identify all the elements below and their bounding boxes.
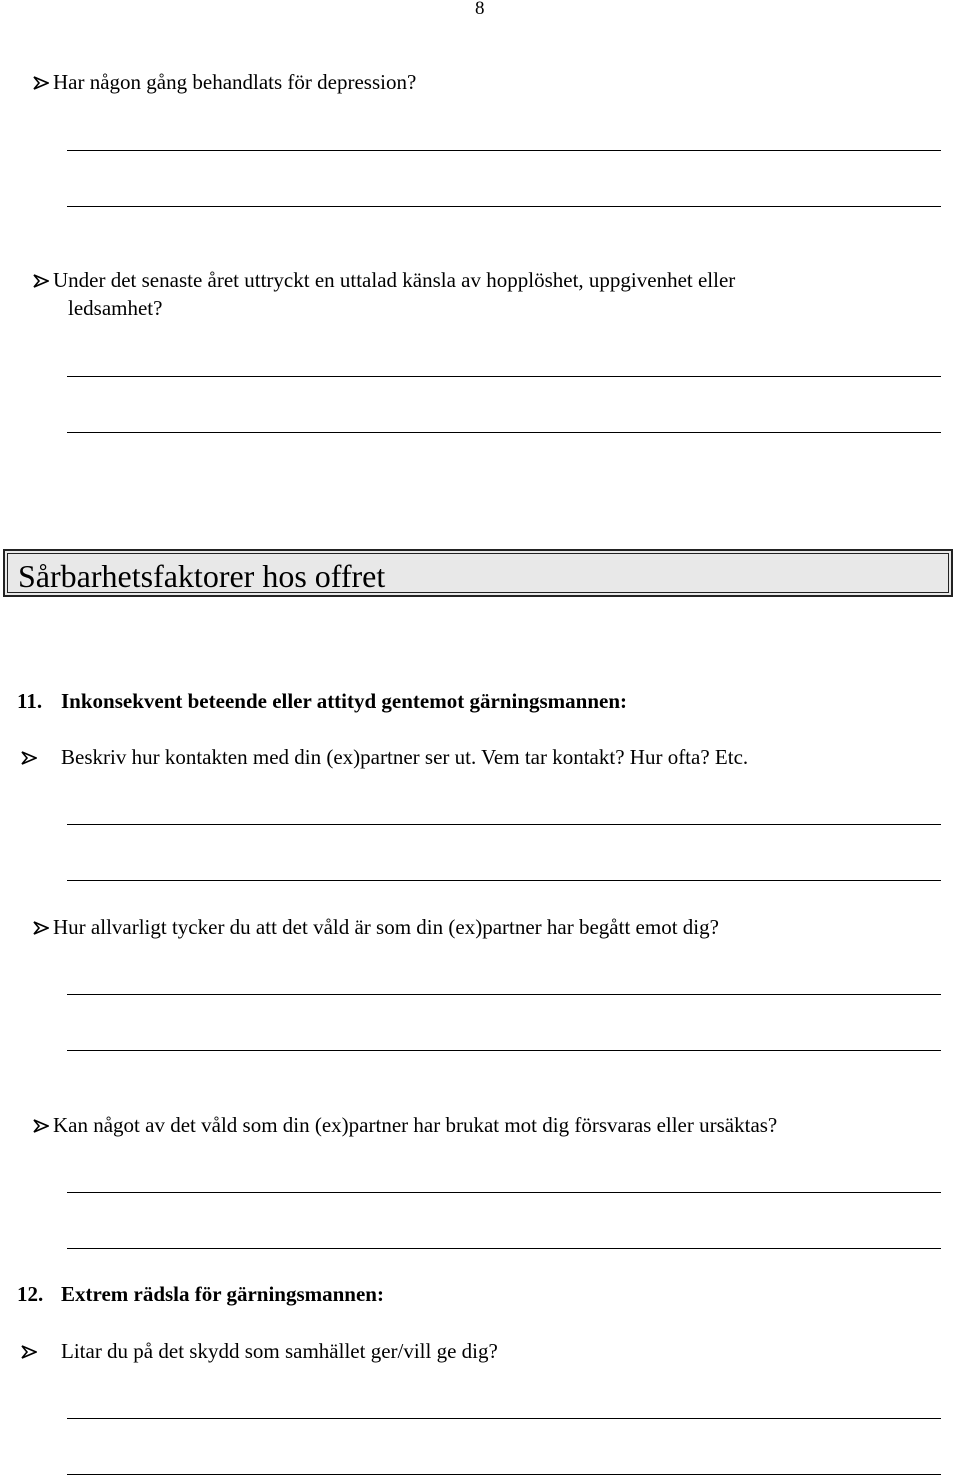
question-text: Under det senaste året uttryckt en uttalad känsla av hopplöshet, uppgivenhet eller (53, 268, 736, 292)
subquestion-text: Litar du på det skydd som samhället ger/vill ge dig? (61, 1339, 498, 1363)
arrow-bullet-icon (33, 1119, 49, 1133)
answer-line[interactable] (67, 1192, 941, 1193)
question-text: Hur allvarligt tycker du att det våld är som din (ex)partner har begått emot dig? (53, 915, 719, 939)
answer-line[interactable] (67, 1418, 941, 1419)
question-text: Har någon gång behandlats för depression? (53, 70, 417, 94)
item-11-heading (17, 687, 627, 715)
arrow-bullet-icon (33, 921, 49, 935)
answer-line[interactable] (67, 432, 941, 433)
answer-line[interactable] (67, 206, 941, 207)
arrow-bullet-icon (21, 1345, 37, 1359)
arrow-bullet-icon (21, 751, 37, 765)
arrow-bullet-icon (33, 76, 49, 90)
item-number: 12. (17, 1282, 44, 1306)
section-header-box (3, 549, 953, 597)
question-text: Kan något av det våld som din (ex)partner har brukat mot dig försvaras eller ursäktas? (53, 1113, 778, 1137)
question-severity (33, 913, 719, 941)
answer-line[interactable] (67, 1050, 941, 1051)
answer-line[interactable] (67, 824, 941, 825)
answer-line[interactable] (67, 376, 941, 377)
question-hopelessness (33, 266, 735, 294)
item-12-subquestion (21, 1337, 498, 1365)
subquestion-text: Beskriv hur kontakten med din (ex)partner ser ut. Vem tar kontakt? Hur ofta? Etc. (61, 745, 749, 769)
answer-line[interactable] (67, 880, 941, 881)
question-continuation: ledsamhet? (68, 296, 163, 320)
item-title: Extrem rädsla för gärningsmannen: (61, 1282, 384, 1306)
item-title: Inkonsekvent beteende eller attityd gentemot gärningsmannen: (61, 689, 628, 713)
item-12-heading (17, 1280, 384, 1308)
question-justification (33, 1111, 777, 1139)
arrow-bullet-icon (33, 274, 49, 288)
section-title: Sårbarhetsfaktorer hos offret (18, 558, 386, 594)
item-number: 11. (17, 689, 43, 713)
answer-line[interactable] (67, 1474, 941, 1475)
answer-line[interactable] (67, 150, 941, 151)
answer-line[interactable] (67, 1248, 941, 1249)
page-number: 8 (475, 0, 485, 19)
question-depression (33, 68, 416, 96)
item-11-subquestion (21, 743, 748, 771)
answer-line[interactable] (67, 994, 941, 995)
